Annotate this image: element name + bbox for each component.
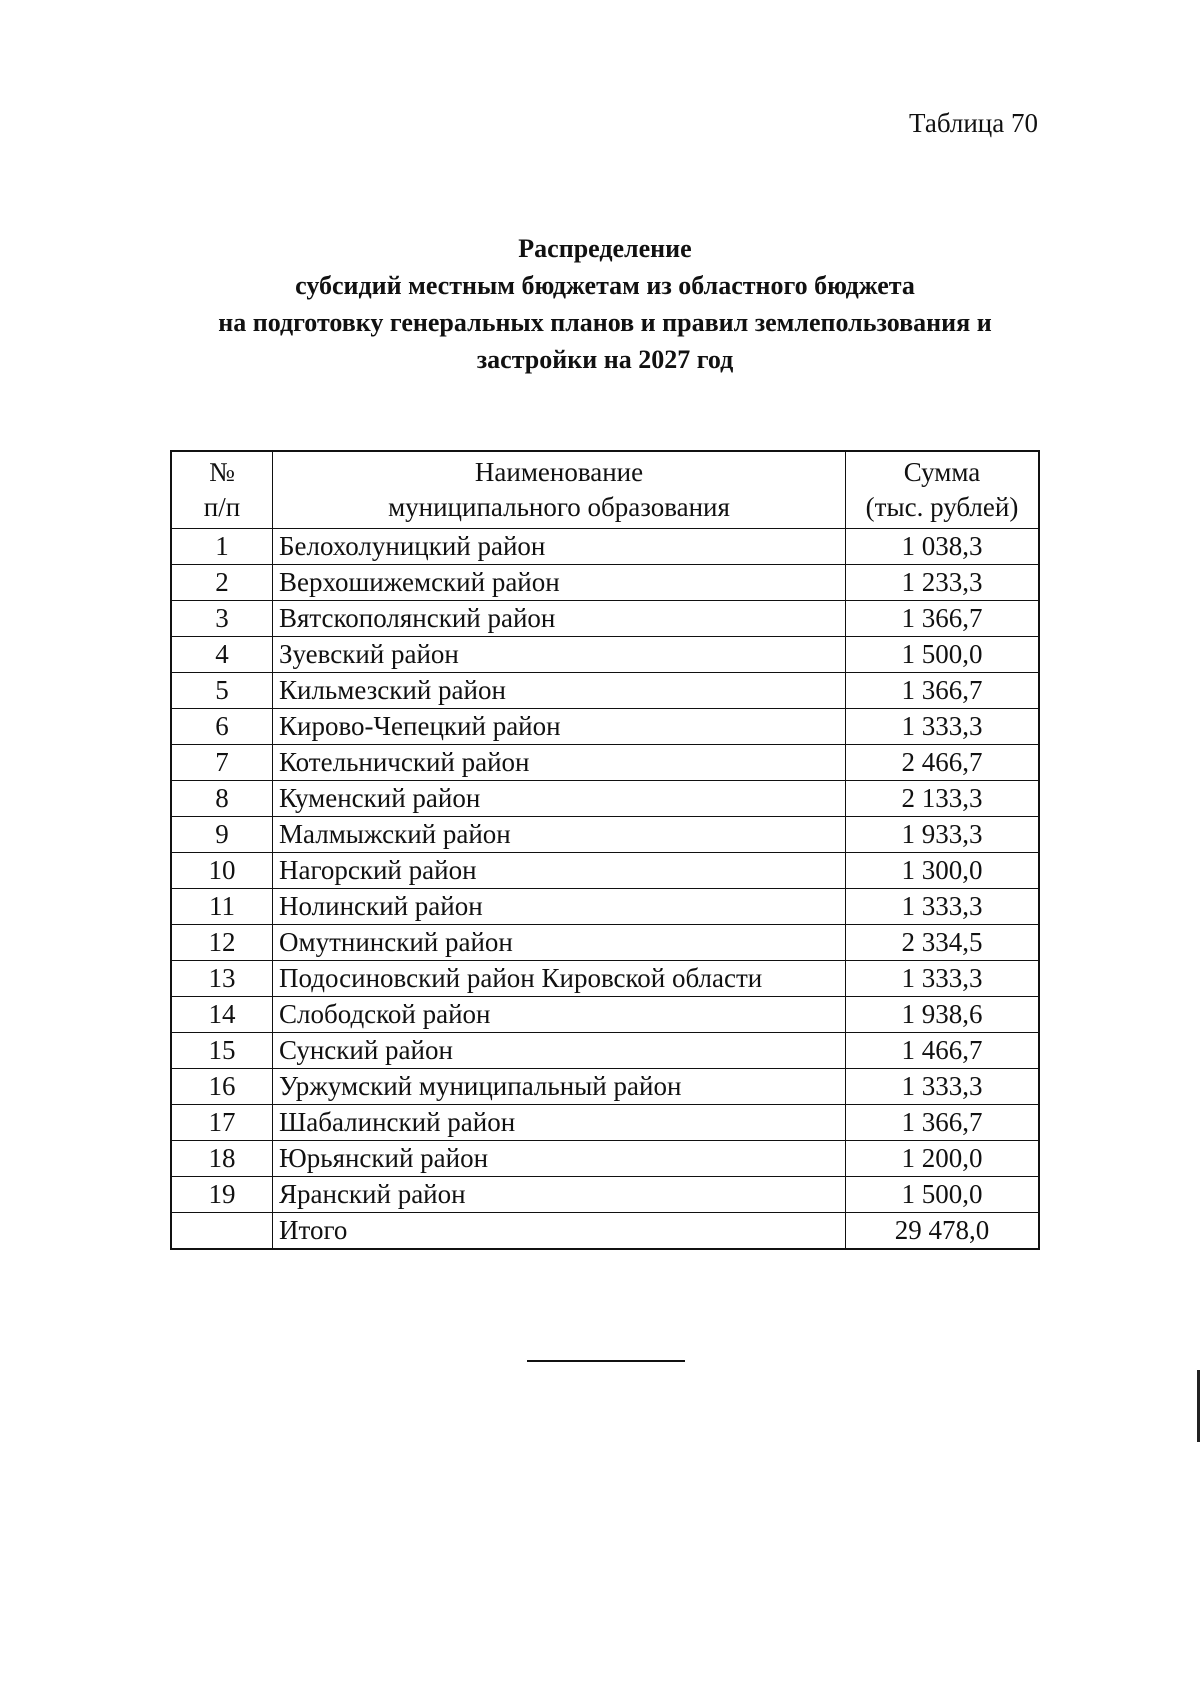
row-sum: 2 466,7 [846,745,1040,781]
row-sum: 2 334,5 [846,925,1040,961]
row-municipality: Уржумский муниципальный район [273,1069,846,1105]
row-sum: 1 333,3 [846,709,1040,745]
row-sum: 1 333,3 [846,1069,1040,1105]
document-title [150,230,1060,378]
row-number: 4 [171,637,273,673]
row-sum: 1 933,3 [846,817,1040,853]
row-municipality: Подосиновский район Кировской области [273,961,846,997]
row-municipality: Слободской район [273,997,846,1033]
total-number [171,1213,273,1250]
row-number: 8 [171,781,273,817]
total-row [171,1213,1039,1250]
row-municipality: Белохолуницкий район [273,529,846,565]
row-number: 1 [171,529,273,565]
table-row [171,997,1039,1033]
row-number: 16 [171,1069,273,1105]
table-row [171,1033,1039,1069]
row-number: 2 [171,565,273,601]
row-sum: 1 938,6 [846,997,1040,1033]
table-row [171,1105,1039,1141]
table-row [171,853,1039,889]
table-body [171,529,1039,1250]
row-municipality: Малмыжский район [273,817,846,853]
row-sum: 1 366,7 [846,673,1040,709]
row-municipality: Кильмезский район [273,673,846,709]
row-municipality: Куменский район [273,781,846,817]
row-sum: 2 133,3 [846,781,1040,817]
table-header-row [171,451,1039,529]
row-municipality: Яранский район [273,1177,846,1213]
header-sum: Сумма (тыс. рублей) [846,451,1040,529]
row-municipality: Зуевский район [273,637,846,673]
header-number: № п/п [171,451,273,529]
row-municipality: Вятскополянский район [273,601,846,637]
row-number: 18 [171,1141,273,1177]
row-number: 9 [171,817,273,853]
table-row [171,1069,1039,1105]
subsidy-distribution-table [170,450,1040,1250]
table-row [171,1141,1039,1177]
row-sum: 1 333,3 [846,889,1040,925]
row-number: 12 [171,925,273,961]
row-municipality: Шабалинский район [273,1105,846,1141]
row-municipality: Сунский район [273,1033,846,1069]
row-number: 14 [171,997,273,1033]
row-number: 3 [171,601,273,637]
row-number: 13 [171,961,273,997]
total-label: Итого [273,1213,846,1250]
row-sum: 1 500,0 [846,1177,1040,1213]
row-sum: 1 366,7 [846,601,1040,637]
table-row [171,781,1039,817]
row-sum: 1 038,3 [846,529,1040,565]
table-row [171,529,1039,565]
table-number-label: Таблица 70 [909,108,1038,138]
table-row [171,637,1039,673]
header-municipality: Наименование муниципального образования [273,451,846,529]
row-municipality: Котельничский район [273,745,846,781]
table-row [171,745,1039,781]
row-sum: 1 500,0 [846,637,1040,673]
row-number: 6 [171,709,273,745]
row-sum: 1 300,0 [846,853,1040,889]
total-sum: 29 478,0 [846,1213,1040,1250]
row-municipality: Нолинский район [273,889,846,925]
row-municipality: Омутнинский район [273,925,846,961]
table-row [171,709,1039,745]
table-row [171,1177,1039,1213]
table-row [171,961,1039,997]
end-divider [527,1360,685,1362]
title-line: Распределение [518,234,692,263]
row-sum: 1 366,7 [846,1105,1040,1141]
table-row [171,565,1039,601]
row-number: 5 [171,673,273,709]
title-line: застройки на 2027 год [476,345,734,374]
row-sum: 1 233,3 [846,565,1040,601]
table-row [171,889,1039,925]
row-number: 11 [171,889,273,925]
row-number: 10 [171,853,273,889]
row-sum: 1 333,3 [846,961,1040,997]
row-number: 7 [171,745,273,781]
table-row [171,601,1039,637]
row-municipality: Верхошижемский район [273,565,846,601]
table-row [171,925,1039,961]
title-line: на подготовку генеральных планов и правил землепользования и [218,308,992,337]
row-municipality: Юрьянский район [273,1141,846,1177]
table-row [171,673,1039,709]
row-municipality: Нагорский район [273,853,846,889]
table-row [171,817,1039,853]
row-municipality: Кирово-Чепецкий район [273,709,846,745]
title-line: субсидий местным бюджетам из областного бюджета [295,271,915,300]
row-sum: 1 200,0 [846,1141,1040,1177]
row-number: 15 [171,1033,273,1069]
row-number: 19 [171,1177,273,1213]
row-sum: 1 466,7 [846,1033,1040,1069]
row-number: 17 [171,1105,273,1141]
